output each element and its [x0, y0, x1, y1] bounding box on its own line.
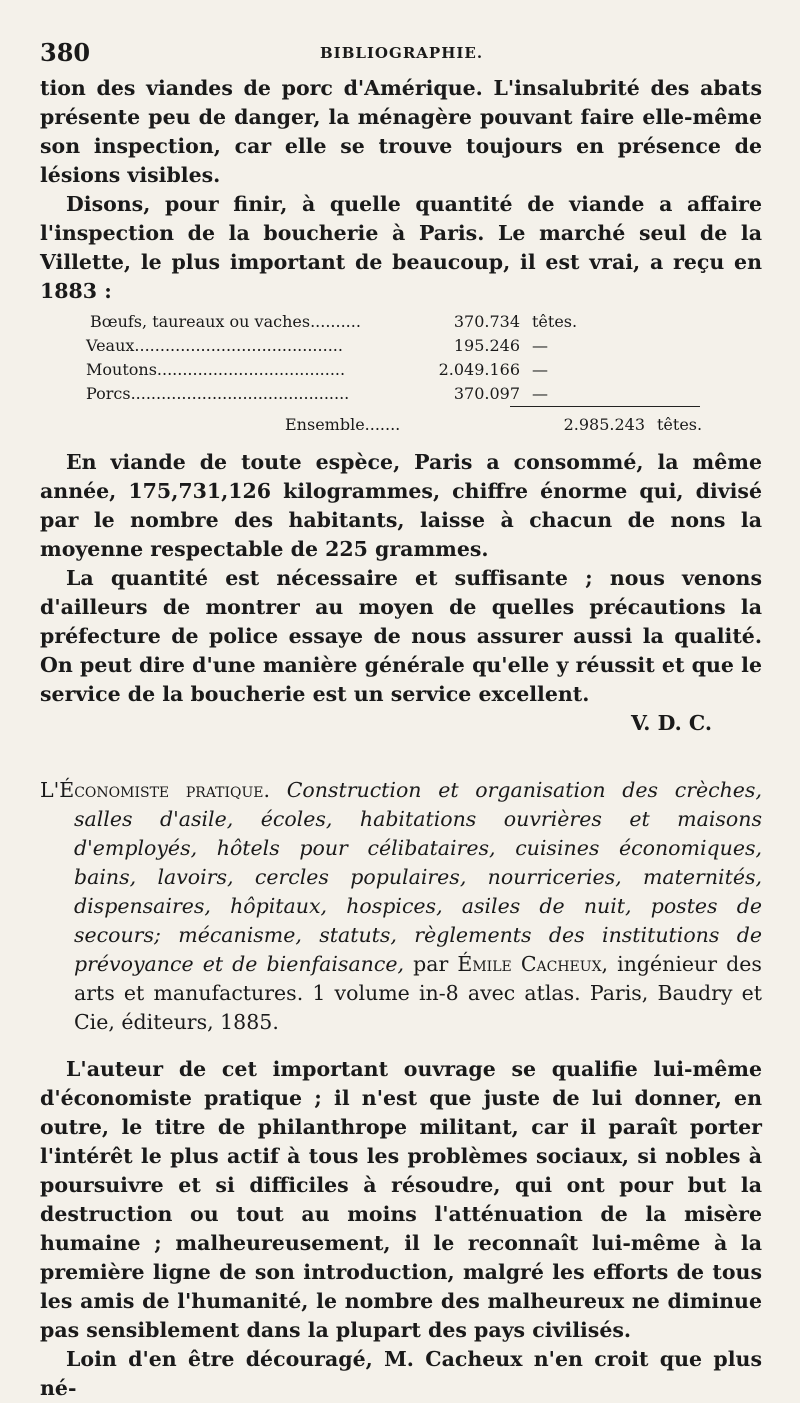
stats-total-row	[40, 413, 762, 437]
stats-unit: —	[532, 360, 548, 379]
stats-row	[40, 382, 762, 406]
stats-value: 370.097	[453, 384, 520, 403]
stats-row	[40, 334, 762, 358]
stats-label: Veaux.........................................	[86, 336, 343, 355]
journal-name: L'Économiste pratique.	[40, 778, 271, 802]
stats-total-value: 2.985.243	[563, 415, 645, 434]
book-title: Construction et organisation des crèches, salles d'asile, écoles, habitations ouvrières et maisons d'employés, hôtels pour célibataires, cuisines économiques, bains, lavoirs, cercles populaires, nourriceries, maternités, dispensaires, hôpitaux, hospices, asiles de nuit, postes de secours; mécanisme, statuts, règlements des institutions de prévoyance et de bienfaisance,	[74, 778, 762, 976]
paragraph-4: La quantité est nécessaire et suffisante ; nous venons d'ailleurs de montrer au moyen de quelles précautions la préfecture de police essaye de nous assurer aussi la qualité. On peut dire d'une manière générale qu'elle y réussit et que le service de la boucherie est un service excellent.	[40, 566, 762, 706]
stats-unit: —	[532, 336, 548, 355]
stats-total-label: Ensemble.......	[285, 415, 401, 434]
running-head: BIBLIOGRAPHIE.	[320, 44, 484, 62]
stats-value: 195.246	[453, 336, 520, 355]
stats-value: 370.734	[453, 312, 520, 331]
page-header	[40, 38, 760, 72]
stats-unit: têtes.	[532, 312, 578, 331]
stats-row	[40, 358, 762, 382]
paragraph-6: Loin d'en être découragé, M. Cacheux n'en croit que plus né-	[40, 1347, 762, 1400]
stats-value: 2.049.166	[438, 360, 520, 379]
paragraph-5: L'auteur de cet important ouvrage se qualifie lui-même d'économiste pratique ; il n'est que juste de lui donner, en outre, le titre de philanthrope militant, car il paraît porter l'intérêt le plus actif à tous les problèmes sociaux, si nobles à poursuivre et si difficiles à résoudre, qui ont pour but la destruction ou tout au moins l'atténuation de la misère humaine ; malheureusement, il le reconnaît lui-même à la première ligne de son introduction, malgré les efforts de tous les amis de l'humanité, le nombre des malheureux ne diminue pas sensiblement dans la plupart des pays civilisés.	[40, 1057, 762, 1342]
stats-total-unit: têtes.	[657, 415, 703, 434]
stats-label: Bœufs, taureaux ou vaches..........	[90, 312, 361, 331]
stats-label: Moutons.....................................	[86, 360, 346, 379]
statistics-table	[40, 310, 762, 437]
by-word: par	[413, 952, 449, 976]
paragraph-2: Disons, pour finir, à quelle quantité de viande a affaire l'inspection de la boucherie à Paris. Le marché seul de la Villette, le plus important de beaucoup, il est vrai, a reçu en 1883 :	[40, 192, 762, 303]
stats-unit: —	[532, 384, 548, 403]
review-entry	[40, 776, 762, 1037]
stats-label: Porcs...........................................	[86, 384, 350, 403]
body-text	[40, 74, 762, 1403]
signature: V. D. C.	[630, 711, 712, 735]
author-name: Émile Cacheux,	[457, 952, 609, 976]
signature-line	[40, 709, 762, 738]
review-citation	[40, 776, 762, 1037]
paragraph-1: tion des viandes de porc d'Amérique. L'insalubrité des abats présente peu de danger, la ménagère pouvant faire elle-même son inspection, car elle se trouve toujours en présence de lésions visibles.	[40, 76, 762, 187]
stats-row	[40, 310, 762, 334]
total-rule	[510, 406, 700, 407]
book-details: ingénieur des arts et manufactures. 1 volume in-8 avec atlas. Paris, Baudry et Cie, éditeurs, 1885.	[74, 952, 762, 1034]
page-number: 380	[40, 38, 91, 67]
paragraph-3: En viande de toute espèce, Paris a consommé, la même année, 175,731,126 kilogrammes, chiffre énorme qui, divisé par le nombre des habitants, laisse à chacun de nons la moyenne respectable de 225 grammes.	[40, 450, 762, 561]
